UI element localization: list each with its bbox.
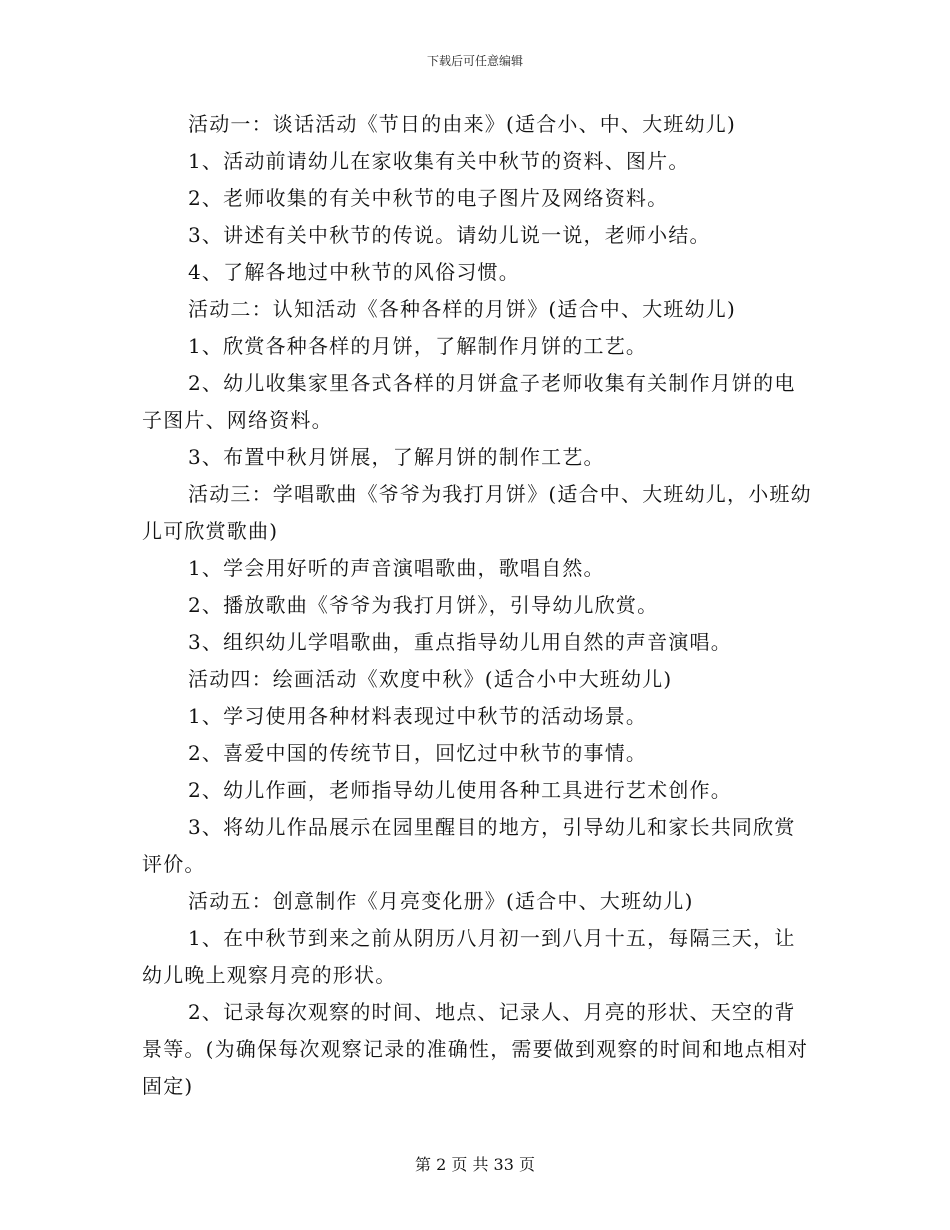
- activity-4-item-4: 3、将幼儿作品展示在园里醒目的地方，引导幼儿和家长共同欣赏评价。: [142, 815, 796, 876]
- activity-2-item-3: 3、布置中秋月饼展，了解月饼的制作工艺。: [188, 445, 605, 469]
- activity-4-item-1: 1、学习使用各种材料表现过中秋节的活动场景。: [188, 704, 648, 728]
- activity-4-item-2: 2、喜爱中国的传统节日，回忆过中秋节的事情。: [188, 741, 648, 765]
- activity-5-heading: 活动五：创意制作《月亮变化册》(适合中、大班幼儿): [188, 889, 694, 913]
- activity-4-heading: 活动四：绘画活动《欢度中秋》(适合小中大班幼儿): [188, 667, 673, 691]
- page-header: 下载后可任意编辑: [426, 54, 523, 68]
- activity-2-item-2: 2、幼儿收集家里各式各样的月饼盒子老师收集有关制作月饼的电子图片、网络资料。: [142, 371, 796, 432]
- activity-1-item-3: 3、讲述有关中秋节的传说。请幼儿说一说，老师小结。: [188, 223, 711, 247]
- activity-1-item-2: 2、老师收集的有关中秋节的电子图片及网络资料。: [188, 186, 669, 210]
- activity-3-item-1: 1、学会用好听的声音演唱歌曲，歌唱自然。: [188, 556, 605, 580]
- document-body: [142, 106, 812, 1105]
- activity-4-item-3: 2、幼儿作画，老师指导幼儿使用各种工具进行艺术创作。: [188, 778, 732, 802]
- page-footer: 第 2 页 共 33 页: [415, 1155, 535, 1174]
- activity-1-item-1: 1、活动前请幼儿在家收集有关中秋节的资料、图片。: [188, 149, 690, 173]
- activity-3-item-3: 3、组织幼儿学唱歌曲，重点指导幼儿用自然的声音演唱。: [188, 630, 732, 654]
- activity-5-item-1: 1、在中秋节到来之前从阴历八月初一到八月十五，每隔三天，让幼儿晚上观察月亮的形状。: [142, 926, 796, 987]
- activity-1-heading: 活动一：谈话活动《节日的由来》(适合小、中、大班幼儿): [188, 112, 737, 136]
- activity-2-item-1: 1、欣赏各种各样的月饼，了解制作月饼的工艺。: [188, 334, 648, 358]
- activity-3-item-2: 2、播放歌曲《爷爷为我打月饼》，引导幼儿欣赏。: [188, 593, 659, 617]
- activity-5-item-2: 2、记录每次观察的时间、地点、记录人、月亮的形状、天空的背景等。(为确保每次观察记录的准确性，需要做到观察的时间和地点相对固定): [142, 1000, 809, 1098]
- activity-3-heading: 活动三：学唱歌曲《爷爷为我打月饼》(适合中、大班幼儿，小班幼儿可欣赏歌曲): [142, 482, 812, 543]
- activity-1-item-4: 4、了解各地过中秋节的风俗习惯。: [188, 260, 520, 284]
- activity-2-heading: 活动二：认知活动《各种各样的月饼》(适合中、大班幼儿): [188, 297, 737, 321]
